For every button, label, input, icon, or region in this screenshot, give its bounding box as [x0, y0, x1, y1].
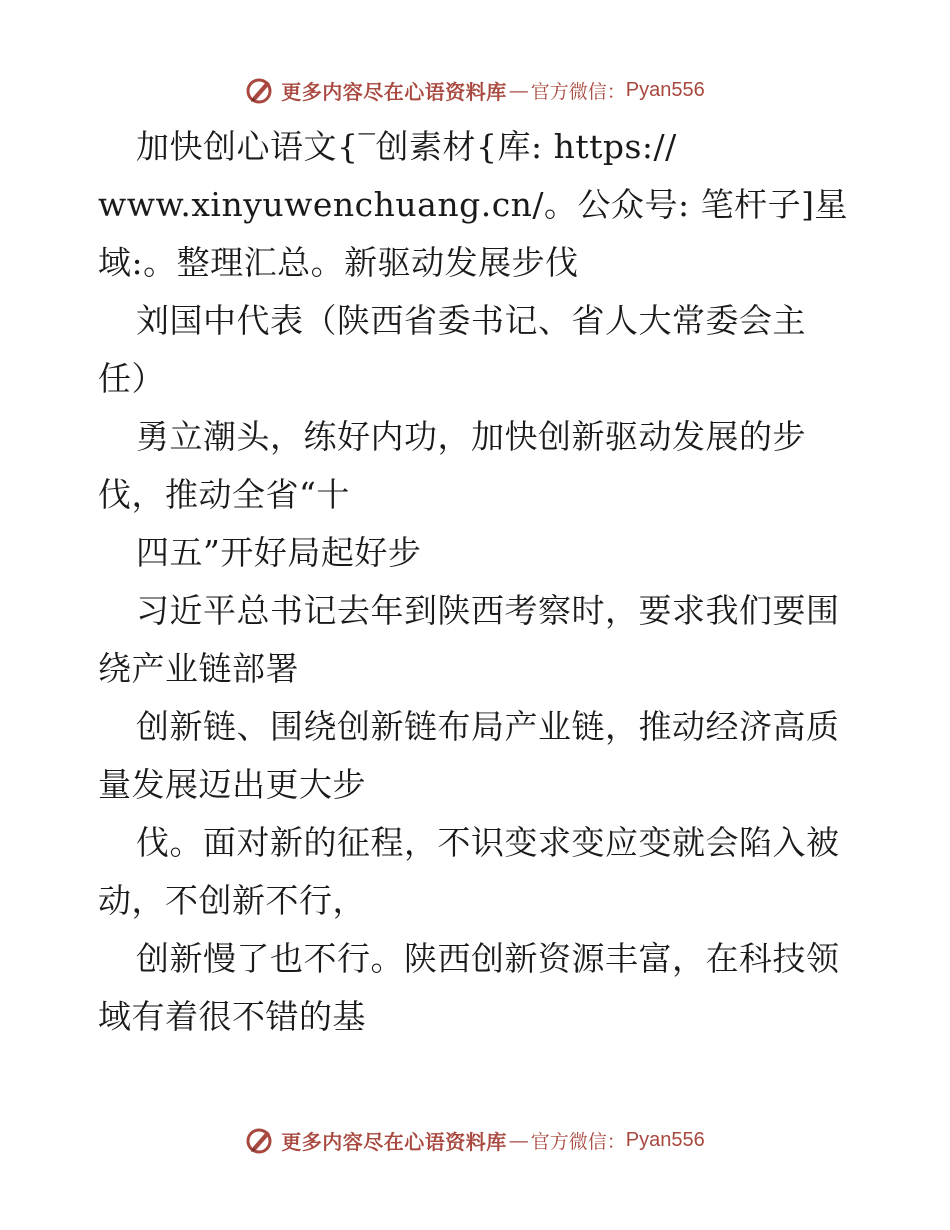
- header-banner: [0, 70, 950, 110]
- banner-dash: —: [508, 1128, 529, 1152]
- banner-main-text: 更多内容尽在心语资料库: [281, 1129, 507, 1154]
- banner-wechat-label: 官方微信：: [530, 1130, 626, 1153]
- text-line: 刘国中代表（陕西省委书记、省人大常委会主: [136, 301, 806, 340]
- text-line: 创新链、围绕创新链布局产业链，推动经济高质: [136, 707, 840, 746]
- text-line: 创新慢了也不行。陕西创新资源丰富，在科技领: [136, 939, 840, 978]
- text-line: 伐。面对新的征程，不识变求变应变就会陷入被: [136, 823, 840, 862]
- pen-logo-icon: [245, 75, 275, 105]
- banner-main-text: 更多内容尽在心语资料库: [281, 79, 507, 104]
- text-line: 域有着很不错的基: [98, 997, 366, 1036]
- document-body: [98, 118, 858, 1046]
- banner-wechat-label: 官方微信：: [530, 80, 626, 103]
- text-line: 绕产业链部署: [98, 649, 299, 688]
- text-line: 量发展迈出更大步: [98, 765, 366, 804]
- text-line: 伐，推动全省“十: [98, 475, 350, 514]
- pen-logo-icon: [245, 1125, 275, 1155]
- banner-wechat-id: Pyan556: [625, 78, 705, 101]
- text-line: 四五”开好局起好步: [136, 533, 422, 572]
- banner-wechat-id: Pyan556: [625, 1128, 705, 1151]
- text-line: 域:。整理汇总。新驱动发展步伐: [98, 243, 579, 282]
- text-line: 加快创心语文{‾创素材{库: https://: [136, 127, 677, 166]
- text-line: 习近平总书记去年到陕西考察时，要求我们要围: [136, 591, 840, 630]
- text-line: 勇立潮头，练好内功，加快创新驱动发展的步: [136, 417, 806, 456]
- text-line: 动，不创新不行，: [98, 881, 366, 920]
- footer-banner: [0, 1120, 950, 1160]
- banner-dash: —: [508, 78, 529, 102]
- text-line: www.xinyuwenchuang.cn/。公众号: 笔杆子]星: [98, 185, 849, 224]
- text-line: 任）: [98, 359, 165, 398]
